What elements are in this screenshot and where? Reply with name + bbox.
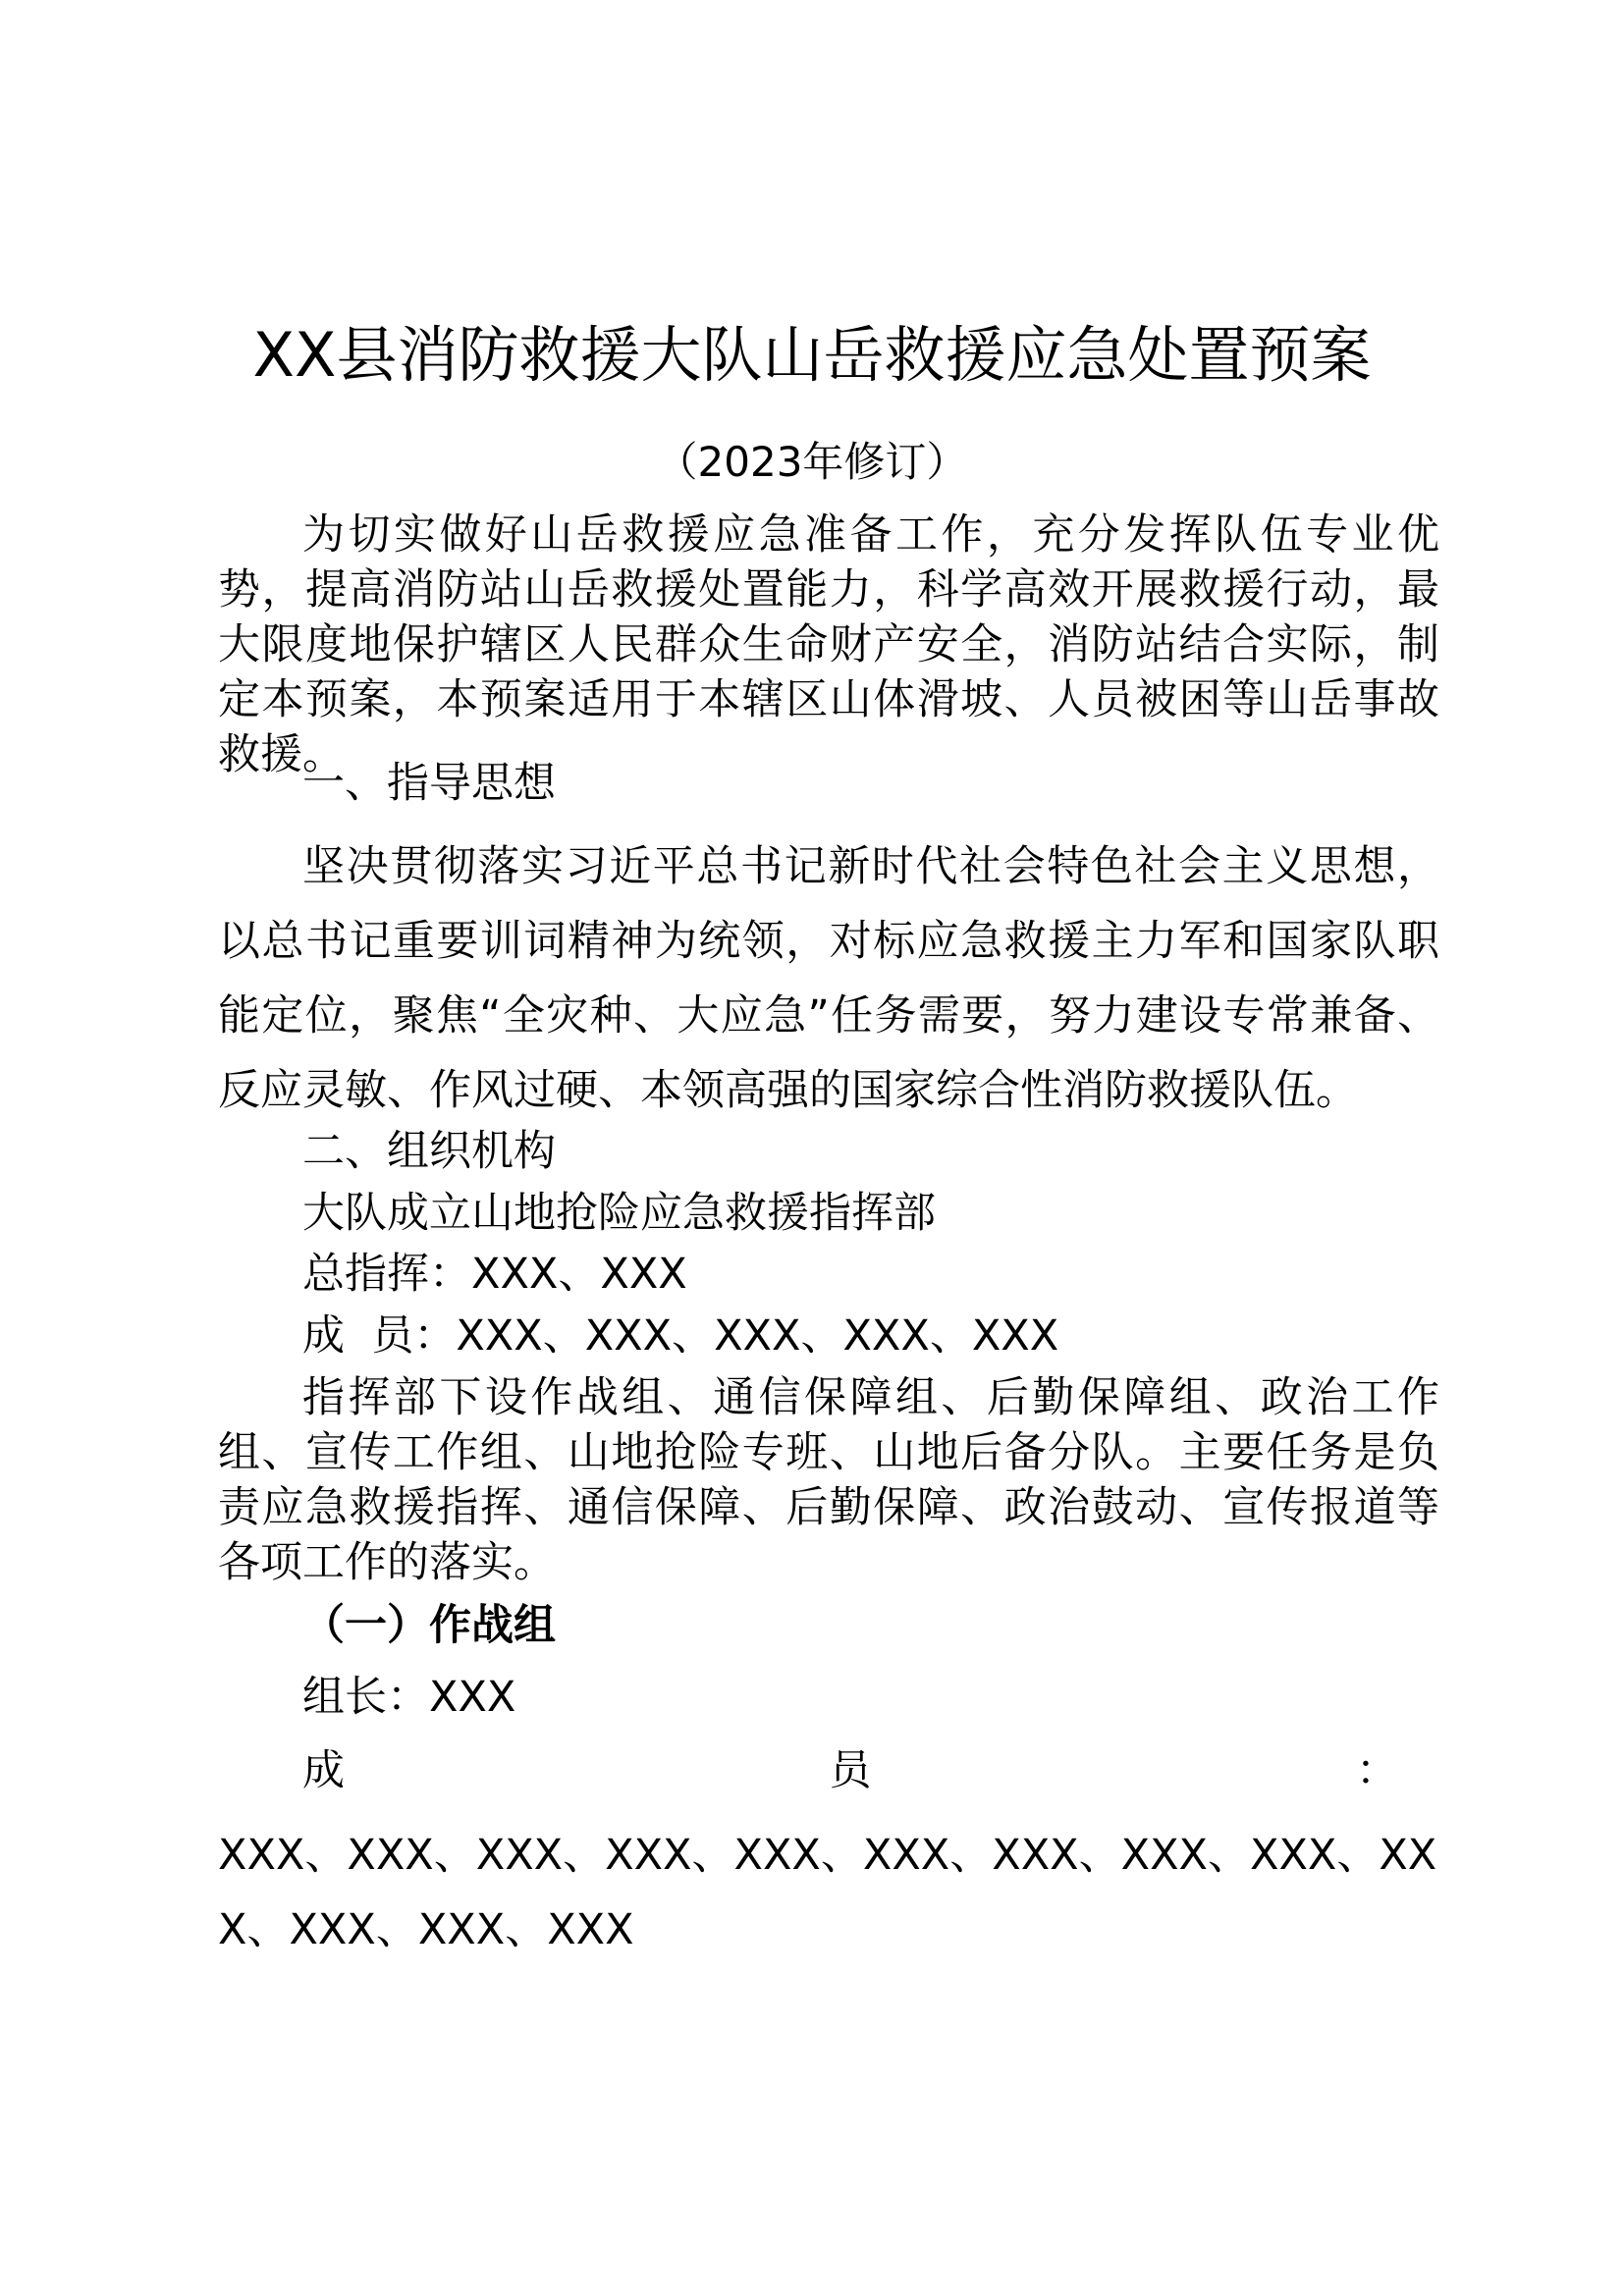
members-label-char-a: 成 (302, 1746, 345, 1795)
commander-line: 总指挥：XXX、XXX (302, 1250, 687, 1299)
section2-paragraph: 指挥部下设作战组、通信保障组、后勤保障组、政治工作组、宣传工作组、山地抢险专班、山地后备分队。主要任务是负责应急救援指挥、通信保障、后勤保障、政治鼓动、宣传报道等各项工作的落实。 (218, 1373, 1439, 1587)
members-label-char-b: 员 (829, 1746, 872, 1795)
group1-heading: （一）作战组 (302, 1601, 556, 1650)
document-title: XX县消防救援大队山岳救援应急处置预案 (252, 319, 1372, 391)
group1-members-list: XXX、XXX、XXX、XXX、XXX、XXX、XXX、XXX、XXX、XXX、XXX、XXX、XXX (218, 1831, 1437, 1954)
members-line: 成 员：XXX、XXX、XXX、XXX、XXX (302, 1311, 1059, 1361)
group1-leader: 组长：XXX (302, 1673, 516, 1722)
members-label-colon: ： (1356, 1746, 1398, 1795)
group1-members-label (302, 1743, 1398, 1798)
section1-heading: 一、指导思想 (302, 759, 556, 808)
intro-paragraph: 为切实做好山岳救援应急准备工作，充分发挥队伍专业优势，提高消防站山岳救援处置能力，科学高效开展救援行动，最大限度地保护辖区人民群众生命财产安全，消防站结合实际，制定本预案，本预案适用于本辖区山体滑坡、人员被困等山岳事故救援。 (218, 510, 1439, 779)
document-subtitle: （2023年修订） (656, 438, 968, 486)
section2-line: 大队成立山地抢险应急救援指挥部 (302, 1189, 936, 1238)
section2-heading: 二、组织机构 (302, 1127, 556, 1176)
section1-paragraph: 坚决贯彻落实习近平总书记新时代社会特色社会主义思想，以总书记重要训词精神为统领，对标应急救援主力军和国家队职能定位，聚焦“全灾种、大应急”任务需要，努力建设专常兼备、反应灵敏、作风过硬、本领高强的国家综合性消防救援队伍。 (218, 842, 1439, 1115)
